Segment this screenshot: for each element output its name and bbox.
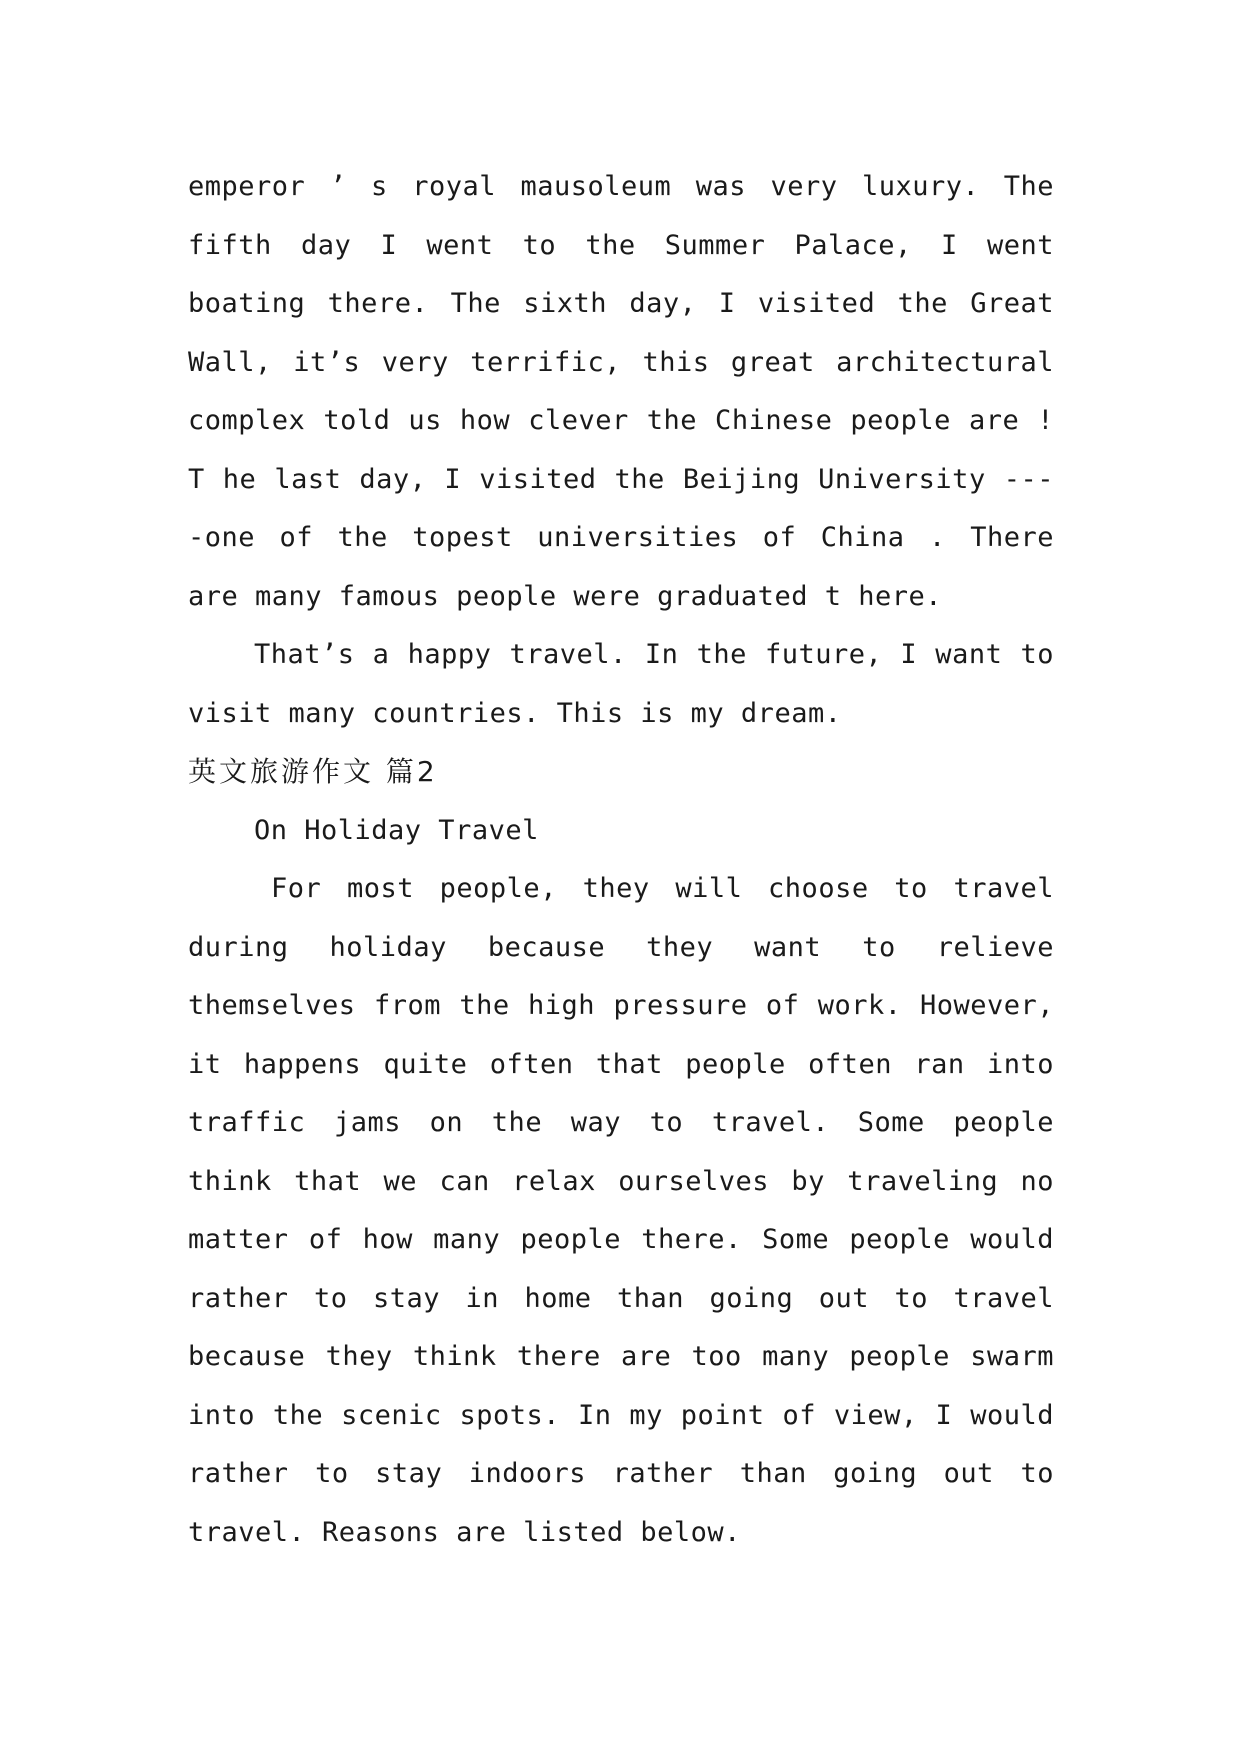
section-heading: 英文旅游作文 篇2	[188, 755, 438, 788]
paragraph-holiday-travel: For most people, they will choose to travel during holiday because they want to relieve themselves from the high pressure of work. However, it happens quite often that people often ran into traffic jams on the way to travel. Some people think that we can relax ourselves by traveling no matter of how many people there. Some people would rather to stay in home than going out to travel because they think there are too many people swarm into the scenic spots. In my point of view, I would rather to stay indoors rather than going out to travel. Reasons are listed below.	[188, 873, 1054, 1548]
paragraph-beijing-trip: emperor ’ s royal mausoleum was very luxury. The fifth day I went to the Summer Palace, I went boating there. The sixth day, I visited the Great Wall, it’s very terrific, this great architectural complex told us how clever the Chinese people are ! T he last day, I visited the Beijing University ----one of the topest universities of China . There are many famous people were graduated t here.	[188, 171, 1054, 612]
paragraph-happy-travel: That’s a happy travel. In the future, I want to visit many countries. This is my dream.	[188, 639, 1054, 729]
document-page	[188, 158, 1054, 1562]
essay-title: On Holiday Travel	[254, 814, 539, 846]
